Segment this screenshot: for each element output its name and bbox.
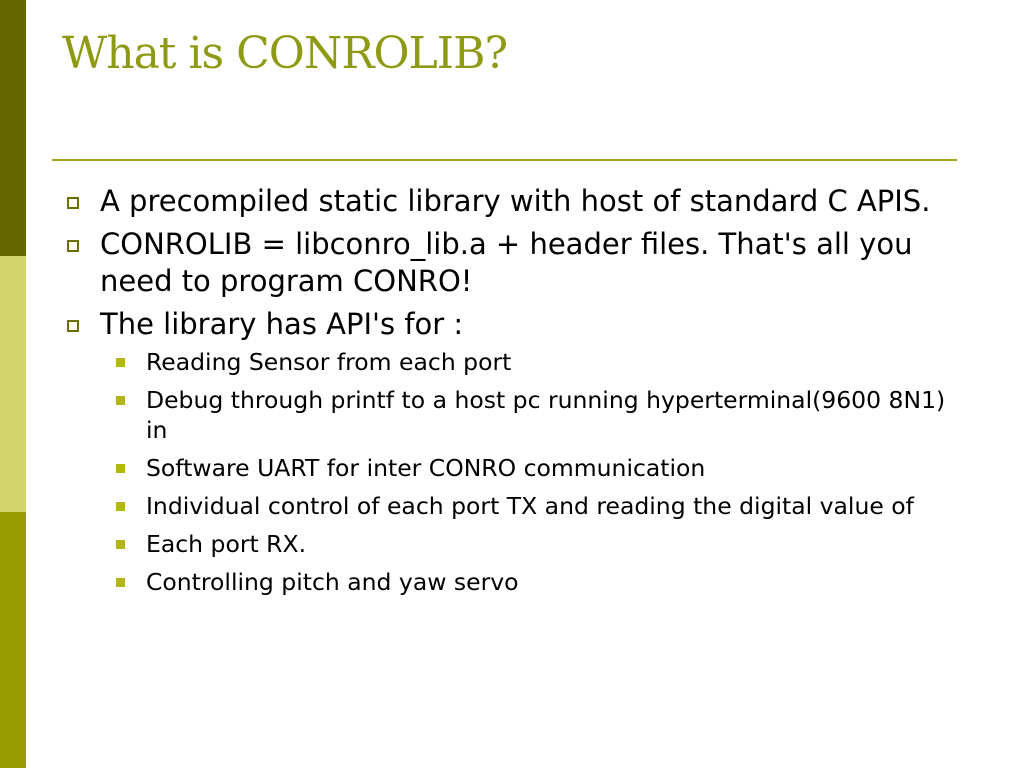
hollow-square-bullet-icon bbox=[67, 320, 79, 332]
filled-square-bullet-icon bbox=[116, 464, 125, 473]
sub-bullet-item bbox=[62, 385, 962, 445]
sub-bullet-text: Controlling pitch and yaw servo bbox=[146, 568, 519, 596]
filled-square-bullet-icon bbox=[116, 502, 125, 511]
title-divider bbox=[52, 159, 957, 161]
sub-bullet-text: Individual control of each port TX and reading the digital value of bbox=[146, 492, 914, 520]
hollow-square-bullet-icon bbox=[67, 240, 79, 252]
filled-square-bullet-icon bbox=[116, 396, 125, 405]
filled-square-bullet-icon bbox=[116, 358, 125, 367]
sub-bullet-item bbox=[62, 567, 962, 597]
sidebar-band-top bbox=[0, 0, 26, 256]
bullet-item bbox=[62, 183, 962, 220]
filled-square-bullet-icon bbox=[116, 540, 125, 549]
sub-bullet-item bbox=[62, 347, 962, 377]
slide-body bbox=[62, 183, 962, 605]
sub-bullet-text: Software UART for inter CONRO communication bbox=[146, 454, 706, 482]
sub-bullet-item bbox=[62, 453, 962, 483]
bullet-item bbox=[62, 306, 962, 343]
sub-bullet-text: Each port RX. bbox=[146, 530, 307, 558]
slide-title: What is CONROLIB? bbox=[62, 28, 508, 79]
sidebar-band-middle bbox=[0, 256, 26, 512]
sub-bullet-item bbox=[62, 529, 962, 559]
hollow-square-bullet-icon bbox=[67, 197, 79, 209]
sub-bullet-text: Reading Sensor from each port bbox=[146, 348, 512, 376]
sub-bullet-list bbox=[62, 347, 962, 597]
sidebar-band-bottom bbox=[0, 512, 26, 768]
filled-square-bullet-icon bbox=[116, 578, 125, 587]
bullet-text: CONROLIB = libconro_lib.a + header files. That's all you need to program CONRO! bbox=[100, 227, 913, 298]
sub-bullet-item bbox=[62, 491, 962, 521]
bullet-text: A precompiled static library with host of standard C APIS. bbox=[100, 184, 931, 218]
bullet-text: The library has API's for : bbox=[100, 307, 464, 341]
sub-bullet-text: Debug through printf to a host pc running hyperterminal(9600 8N1) in bbox=[146, 386, 946, 444]
bullet-item bbox=[62, 226, 962, 300]
